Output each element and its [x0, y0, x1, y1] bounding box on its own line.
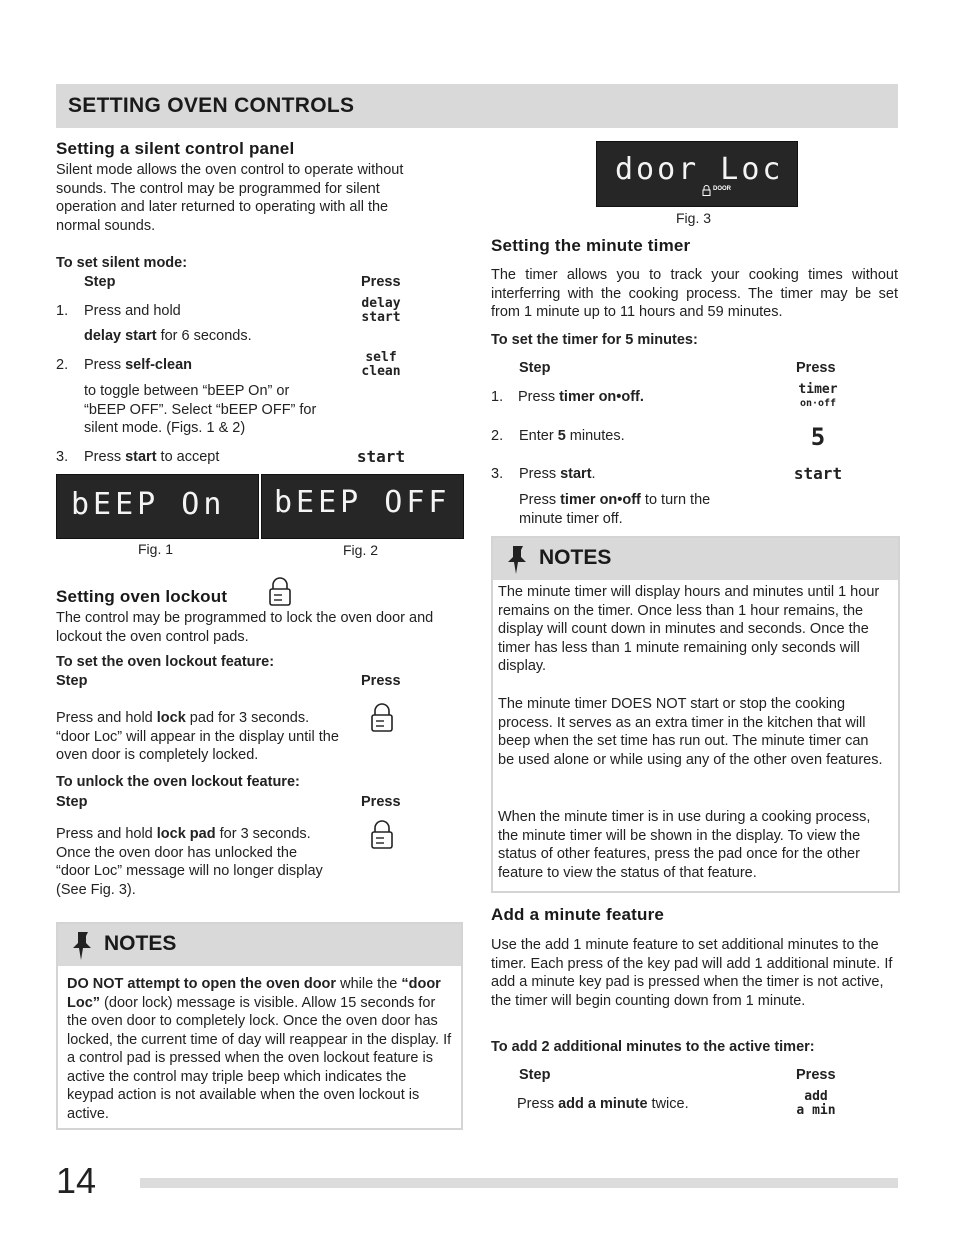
timer-start-pad[interactable]: start	[793, 464, 843, 483]
addmin-heading: Add a minute feature	[491, 905, 665, 924]
lockout-step-header: Step	[56, 673, 88, 689]
timer-step3-detail: Press timer on•off to turn the minute timer off.	[519, 492, 711, 527]
door-loc-display-text: door Loc	[615, 152, 784, 187]
silent-step2-text: Press self-clean	[84, 357, 192, 373]
pushpin-icon	[507, 544, 529, 576]
beep-on-display	[56, 474, 259, 539]
door-label: DOOR	[713, 186, 731, 192]
timer-step2-text: Enter 5 minutes.	[519, 428, 625, 444]
beep-off-display-text: bEEP OFF	[274, 485, 451, 520]
beep-on-display-text: bEEP On	[71, 487, 226, 522]
timer-to-set: To set the timer for 5 minutes:	[491, 332, 698, 348]
lock-pad-icon[interactable]	[370, 703, 394, 737]
beep-off-display	[261, 474, 464, 539]
timer-on-off-pad[interactable]: timer on·off	[798, 382, 838, 409]
silent-heading: Setting a silent control panel	[56, 139, 295, 158]
timer-intro: The timer allows you to track your cooking times without interferring with the cooking process. The timer may be set from 1 minute up to 11 hours and 59 minutes.	[491, 267, 898, 320]
addmin-step-header: Step	[519, 1067, 551, 1083]
silent-step1-detail: delay start for 6 seconds.	[84, 328, 252, 344]
add-a-minute-pad[interactable]: add a min	[796, 1089, 836, 1118]
addmin-intro: Use the add 1 minute feature to set additional minutes to the timer. Each press of the key pad will add 1 additional minute. If add a minute key pad is pressed when the timer is not active, the timer will begin counting down from 1 minute.	[491, 937, 893, 1009]
notes-header-left	[58, 924, 461, 966]
silent-press-header: Press	[361, 274, 401, 290]
start-pad[interactable]: start	[356, 447, 406, 466]
notes-title-left: NOTES	[104, 932, 177, 955]
addmin-to-add: To add 2 additional minutes to the active timer:	[491, 1039, 815, 1055]
timer-heading: Setting the minute timer	[491, 236, 691, 255]
footer-bar	[140, 1178, 898, 1188]
silent-step2-number: 2.	[56, 357, 69, 373]
number-5-pad[interactable]: 5	[810, 423, 826, 451]
lockout-unlock-text: Press and hold lock pad for 3 seconds. Once the oven door has unlocked the “door Loc” message will no longer display (See Fig. 3).	[56, 826, 323, 898]
delay-start-pad[interactable]: delay start	[361, 296, 401, 325]
timer-step3-number: 3.	[491, 466, 504, 482]
notes-header-right	[493, 538, 898, 580]
timer-press-header: Press	[796, 360, 836, 376]
fig2-caption: Fig. 2	[343, 542, 379, 558]
silent-intro: Silent mode allows the oven control to operate without sounds. The control may be programmed for silent operation and later returned to operating with all the normal sounds.	[56, 162, 404, 234]
unlock-pad-icon[interactable]	[370, 820, 394, 854]
silent-step3-number: 3.	[56, 449, 69, 465]
lockout-heading: Setting oven lockout	[56, 587, 228, 606]
page-number: 14	[56, 1160, 97, 1201]
lockout-press-header: Press	[361, 673, 401, 689]
lockout-intro: The control may be programmed to lock the oven door and lockout the oven control pads.	[56, 610, 434, 645]
fig3-caption: Fig. 3	[676, 210, 712, 226]
unlock-step-header: Step	[56, 794, 88, 810]
timer-step2-number: 2.	[491, 428, 504, 444]
notes-right-p3: When the minute timer is in use during a cooking process, the minute timer will be shown in the display. To view the status of other features, press the pad once for the other feature to view the status of that feature.	[498, 809, 871, 881]
lock-icon	[268, 577, 292, 611]
silent-step3-text: Press start to accept	[84, 449, 220, 465]
notes-box-left	[56, 922, 463, 1130]
silent-to-set: To set silent mode:	[56, 255, 188, 271]
section-title: SETTING OVEN CONTROLS	[68, 94, 355, 117]
notes-left-text: DO NOT attempt to open the oven door while the “door Loc” (door lock) message is visible. Allow 15 seconds for the oven door to completely lock. Once the oven door has locked, the current time of day will reappear in the display. If a control pad is pressed when the oven lockout feature is active the control may triple beep which indicates the keypad action is not available when the oven lockout is active.	[67, 976, 452, 1122]
display-lock-icon	[702, 185, 711, 196]
lockout-to-set: To set the oven lockout feature:	[56, 654, 275, 670]
self-clean-pad[interactable]: self clean	[361, 350, 401, 379]
lockout-set-text: Press and hold lock pad for 3 seconds. “door Loc” will appear in the display until the oven door is completely locked.	[56, 710, 339, 763]
silent-step2-detail: to toggle between “bEEP On” or “bEEP OFF”. Select “bEEP OFF” for silent mode. (Figs. 1 & 2)	[84, 383, 317, 436]
timer-step1-text: Press timer on•off.	[518, 389, 644, 405]
addmin-press-header: Press	[796, 1067, 836, 1083]
notes-right-p1: The minute timer will display hours and minutes until 1 hour remains on the timer. Once less than 1 hour remains, the display will count down in minutes and seconds. Once the timer has less than 1 minute remaining only seconds will display.	[498, 584, 880, 674]
notes-right-p2: The minute timer DOES NOT start or stop the cooking process. It serves as an extra timer in the kitchen that will beep when the set time has run out. The minute timer can be used alone or while using any of the other oven features.	[498, 696, 883, 768]
notes-box-right	[491, 536, 900, 893]
unlock-press-header: Press	[361, 794, 401, 810]
silent-step1-number: 1.	[56, 303, 69, 319]
lockout-to-unlock: To unlock the oven lockout feature:	[56, 774, 300, 790]
addmin-step-text: Press add a minute twice.	[517, 1096, 689, 1112]
silent-step-header: Step	[84, 274, 116, 290]
notes-title-right: NOTES	[539, 546, 612, 569]
fig1-caption: Fig. 1	[138, 541, 174, 557]
timer-step-header: Step	[519, 360, 551, 376]
door-loc-display	[596, 141, 798, 207]
section-banner	[56, 84, 898, 128]
timer-step3-text: Press start.	[519, 466, 596, 482]
pushpin-icon	[72, 930, 94, 962]
timer-step1-number: 1.	[491, 389, 504, 405]
silent-step1-text: Press and hold	[84, 303, 181, 319]
